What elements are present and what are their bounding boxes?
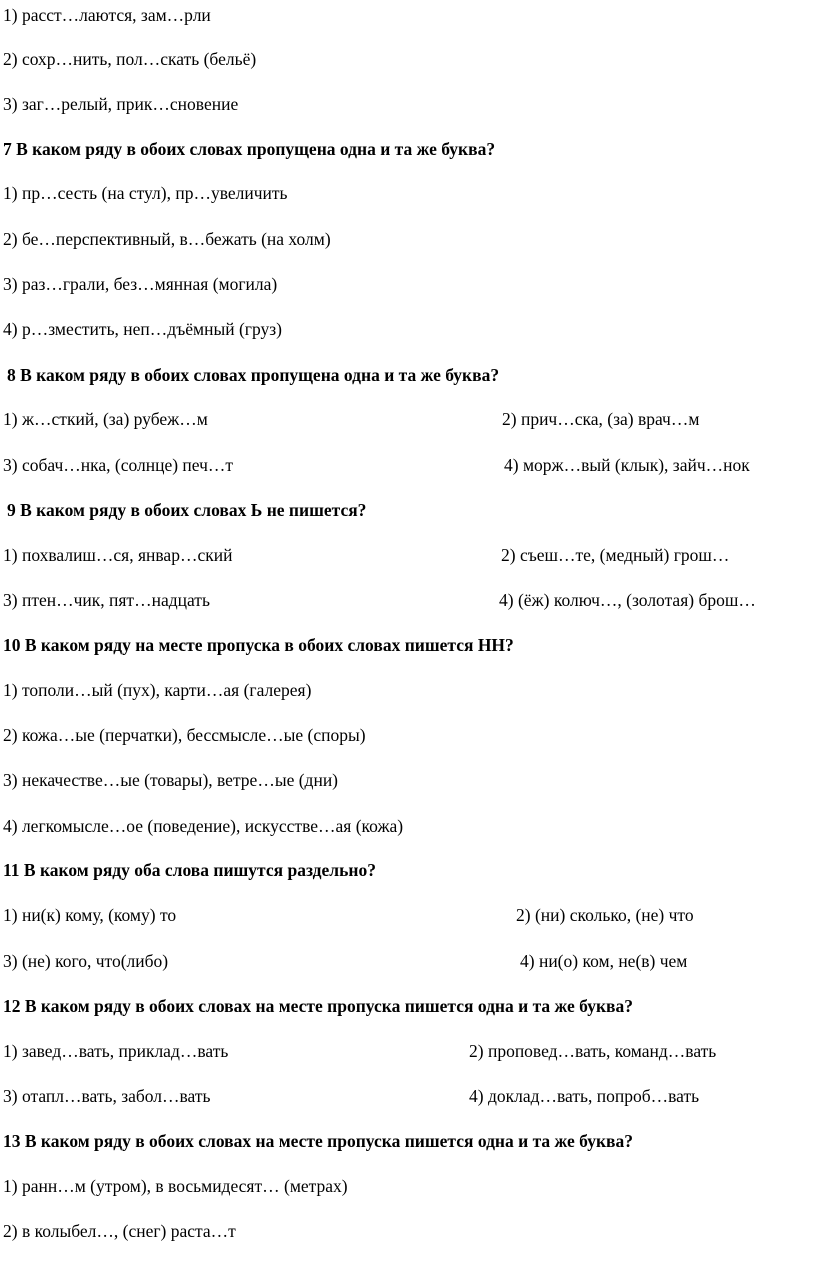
answer-line: 2) проповед…вать, команд…вать <box>469 1041 717 1061</box>
question-8: 8 В каком ряду в обоих словах пропущена одна и та же буква? <box>7 365 500 385</box>
answer-line: 1) ни(к) кому, (кому) то <box>3 905 177 925</box>
answer-line: 2) в колыбел…, (снег) раста…т <box>3 1221 236 1241</box>
answer-line: 2) кожа…ые (перчатки), бессмысле…ые (споры) <box>3 725 366 745</box>
answer-line: 3) собач…нка, (солнце) печ…т <box>3 455 234 475</box>
answer-line: 1) пр…сесть (на стул), пр…увеличить <box>3 183 288 203</box>
question-11: 11 В каком ряду оба слова пишутся раздельно? <box>3 860 376 880</box>
answer-line: 2) (ни) сколько, (не) что <box>516 905 694 925</box>
answer-line: 3) птен…чик, пят…надцать <box>3 590 210 610</box>
answer-line: 3) раз…грали, без…мянная (могила) <box>3 274 278 294</box>
answer-line: 4) доклад…вать, попроб…вать <box>469 1086 700 1106</box>
question-12: 12 В каком ряду в обоих словах на месте пропуска пишется одна и та же буква? <box>3 996 633 1016</box>
answer-line: 2) прич…ска, (за) врач…м <box>502 409 700 429</box>
answer-line: 1) похвалиш…ся, январ…ский <box>3 545 233 565</box>
question-7: 7 В каком ряду в обоих словах пропущена одна и та же буква? <box>3 139 496 159</box>
question-10: 10 В каком ряду на месте пропуска в обоих словах пишется НН? <box>3 635 514 655</box>
question-13: 13 В каком ряду в обоих словах на месте пропуска пишется одна и та же буква? <box>3 1131 633 1151</box>
answer-line: 1) расст…лаются, зам…рли <box>3 5 211 25</box>
answer-line: 1) тополи…ый (пух), карти…ая (галерея) <box>3 680 312 700</box>
answer-line: 4) легкомысле…ое (поведение), искусстве…ая (кожа) <box>3 816 404 836</box>
answer-line: 4) ни(о) ком, не(в) чем <box>520 951 688 971</box>
answer-line: 1) завед…вать, приклад…вать <box>3 1041 229 1061</box>
answer-line: 1) ранн…м (утром), в восьмидесят… (метрах) <box>3 1176 348 1196</box>
answer-line: 4) (ёж) колюч…, (золотая) брош… <box>499 590 756 610</box>
answer-line: 3) отапл…вать, забол…вать <box>3 1086 211 1106</box>
answer-line: 4) р…зместить, неп…дъёмный (груз) <box>3 319 282 339</box>
question-9: 9 В каком ряду в обоих словах Ь не пишется? <box>7 500 367 520</box>
answer-line: 3) (не) кого, что(либо) <box>3 951 169 971</box>
answer-line: 3) некачестве…ые (товары), ветре…ые (дни) <box>3 770 339 790</box>
answer-line: 2) бе…перспективный, в…бежать (на холм) <box>3 229 331 249</box>
answer-line: 3) заг…релый, прик…сновение <box>3 94 239 114</box>
answer-line: 1) ж…сткий, (за) рубеж…м <box>3 409 208 429</box>
answer-line: 2) сохр…нить, пол…скать (бельё) <box>3 49 257 69</box>
answer-line: 4) морж…вый (клык), зайч…нок <box>504 455 750 475</box>
answer-line: 2) съеш…те, (медный) грош… <box>501 545 730 565</box>
